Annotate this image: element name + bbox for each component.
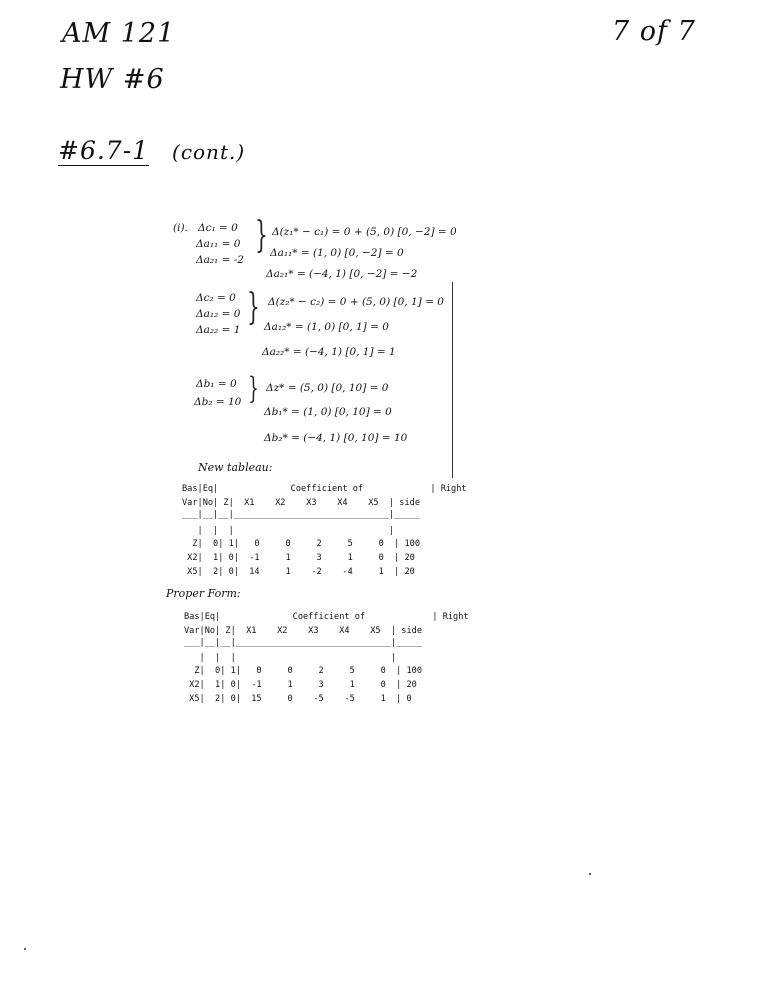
table-spacer: | | | |	[182, 526, 395, 536]
scan-speck	[24, 948, 26, 950]
table-header: Bas|Eq| Coefficient of | Right	[182, 484, 467, 494]
table-separator: ___|__|__|______________________________|_____	[182, 510, 420, 520]
condition: Δa₁₁ = 0	[196, 238, 241, 250]
scan-speck	[589, 873, 591, 875]
brace-icon: }	[247, 287, 260, 328]
equation: Δz* = (5, 0) [0, 10] = 0	[266, 382, 389, 394]
equation: Δ(z₁* − c₁) = 0 + (5, 0) [0, −2] = 0	[272, 226, 457, 238]
condition: Δb₂ = 10	[194, 396, 242, 408]
brace-icon: }	[255, 215, 268, 256]
equation: Δb₂* = (−4, 1) [0, 10] = 10	[264, 432, 408, 444]
equation: Δb₁* = (1, 0) [0, 10] = 0	[264, 406, 392, 418]
condition: Δc₁ = 0	[198, 222, 238, 234]
equation: Δa₁₂* = (1, 0) [0, 1] = 0	[264, 321, 389, 333]
table-row: X5| 2| 0| 15 0 -5 -5 1 | 0	[184, 694, 412, 704]
table-row: Z| 0| 1| 0 0 2 5 0 | 100	[182, 539, 420, 549]
part-label: (i).	[173, 222, 188, 234]
condition: Δc₂ = 0	[196, 292, 236, 304]
table-row: X2| 1| 0| -1 1 3 1 0 | 20	[182, 553, 415, 563]
problem-number: #6.7-1	[58, 136, 150, 165]
table-spacer: | | | |	[184, 653, 397, 663]
problem-title	[58, 136, 245, 165]
table-row: X2| 1| 0| -1 1 3 1 0 | 20	[184, 680, 417, 690]
proper-form-caption: Proper Form:	[166, 587, 241, 600]
condition: Δb₁ = 0	[196, 378, 237, 390]
table-row: Z| 0| 1| 0 0 2 5 0 | 100	[184, 666, 422, 676]
course-label: AM 121	[62, 18, 176, 49]
condition: Δa₂₂ = 1	[196, 324, 241, 336]
equation: Δa₂₂* = (−4, 1) [0, 1] = 1	[262, 346, 396, 358]
table-separator: ___|__|__|______________________________|_____	[184, 638, 422, 648]
homework-label: HW #6	[60, 64, 165, 95]
table-header: Bas|Eq| Coefficient of | Right	[184, 612, 469, 622]
margin-line	[452, 282, 453, 478]
brace-icon: }	[248, 371, 259, 406]
problem-note: (cont.)	[172, 140, 246, 164]
table-row: X5| 2| 0| 14 1 -2 -4 1 | 20	[182, 567, 415, 577]
table-header: Var|No| Z| X1 X2 X3 X4 X5 | side	[184, 626, 422, 636]
condition: Δa₁₂ = 0	[196, 308, 241, 320]
new-tableau-caption: New tableau:	[198, 461, 273, 474]
condition: Δa₂₁ = -2	[196, 254, 244, 266]
equation: Δ(z₂* − c₂) = 0 + (5, 0) [0, 1] = 0	[268, 296, 444, 308]
equation: Δa₂₁* = (−4, 1) [0, −2] = −2	[266, 268, 418, 280]
page-number: 7 of 7	[612, 16, 696, 47]
table-header: Var|No| Z| X1 X2 X3 X4 X5 | side	[182, 498, 420, 508]
equation: Δa₁₁* = (1, 0) [0, −2] = 0	[270, 247, 404, 259]
